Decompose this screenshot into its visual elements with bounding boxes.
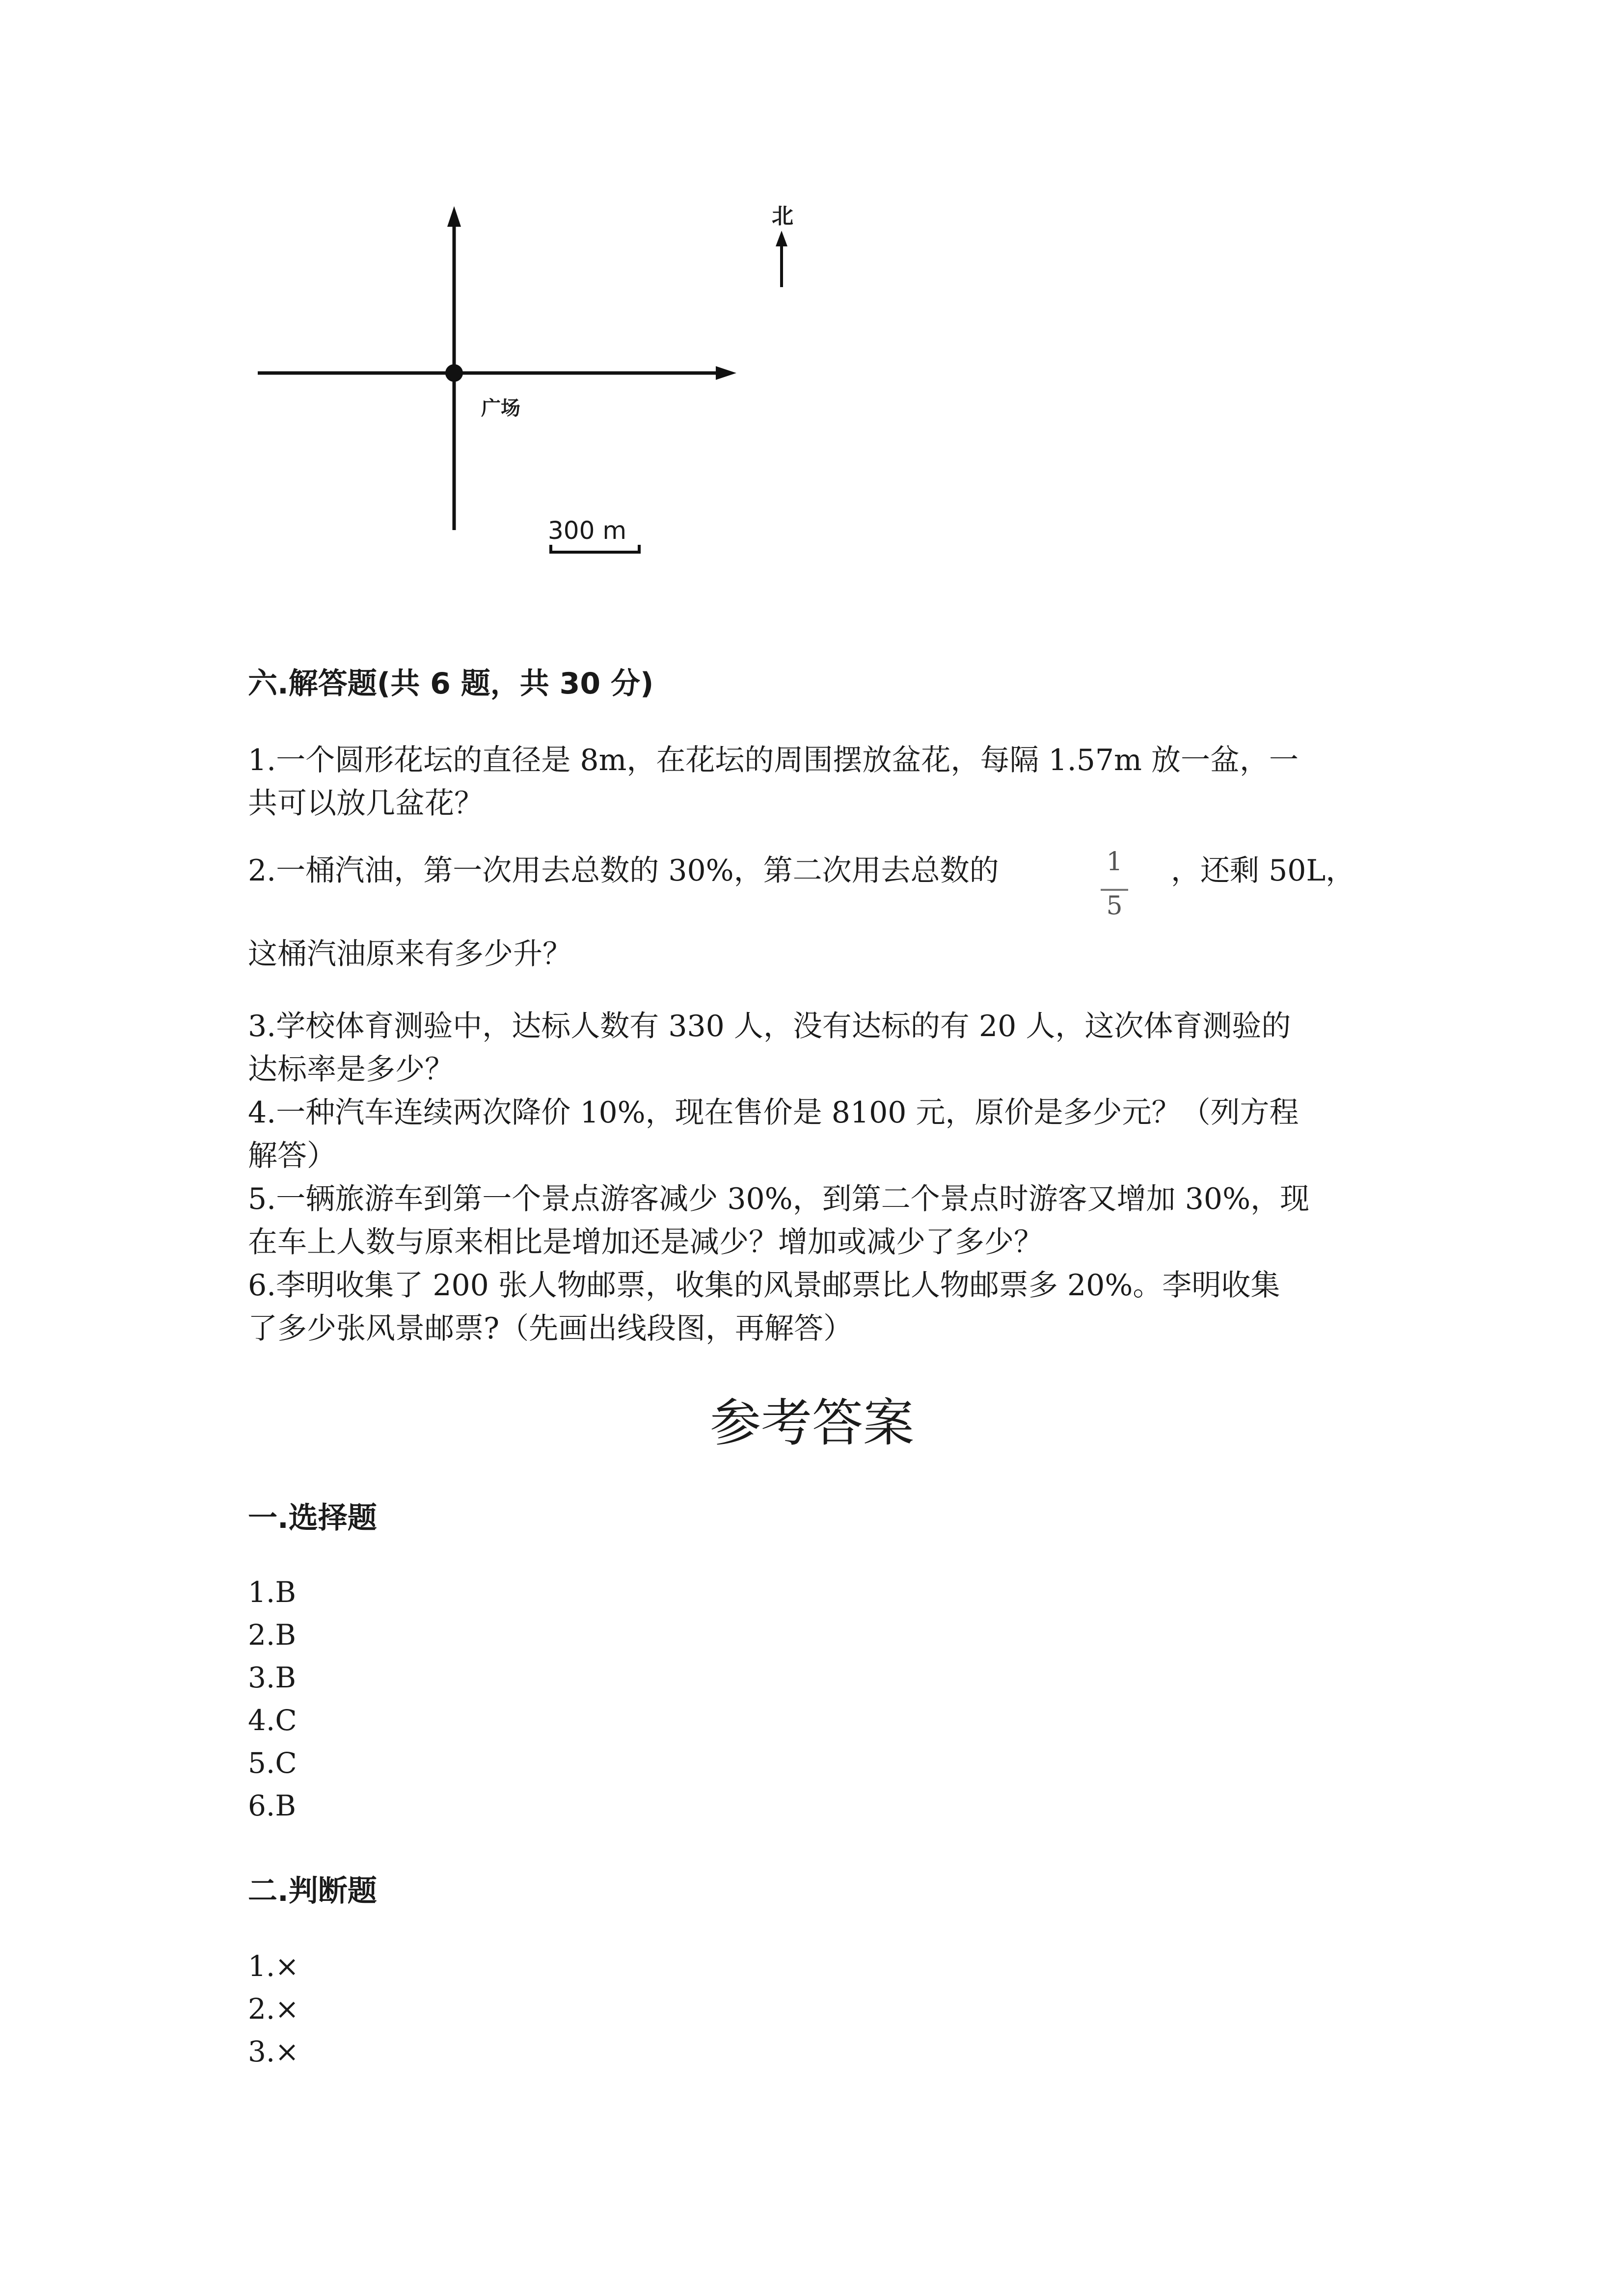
q1-line1: 1.一个圆形花坛的直径是 8m，在花坛的周围摆放盆花，每隔 1.57m 放一盆，一: [248, 743, 1299, 777]
answer-item: 1.×: [248, 1949, 299, 1983]
axis-arrow-right-icon: [716, 366, 736, 380]
answer-item: 3.B: [248, 1661, 296, 1694]
map-diagram: [236, 187, 844, 579]
answers-part1-heading: 一.选择题: [248, 1501, 377, 1535]
q1-line2: 共可以放几盆花？: [248, 786, 484, 821]
answer-item: 5.C: [248, 1746, 297, 1780]
q5-line2: 在车上人数与原来相比是增加还是减少？增加或减少了多少？: [248, 1225, 1043, 1259]
map-svg: [236, 187, 844, 579]
answer-item: 4.C: [248, 1704, 297, 1737]
answers-part2-heading: 二.判断题: [248, 1874, 377, 1908]
q5-line1: 5.一辆旅游车到第一个景点游客减少 30%，到第二个景点时游客又增加 30%，现: [248, 1182, 1310, 1216]
q2-part2: ，还剩 50L，: [1171, 854, 1355, 888]
q2-line2: 这桶汽油原来有多少升？: [248, 937, 572, 971]
q2-part1: 2.一桶汽油，第一次用去总数的 30%，第二次用去总数的: [248, 854, 999, 888]
q2-fraction-bar: [1101, 889, 1128, 891]
q2-fraction-numerator: 1: [1106, 847, 1123, 877]
answer-item: 3.×: [248, 2035, 299, 2068]
q3-line2: 达标率是多少？: [248, 1052, 454, 1087]
answer-item: 2.×: [248, 1992, 299, 2026]
north-label: 北: [772, 204, 793, 229]
q6-line2: 了多少张风景邮票?（先画出线段图，再解答）: [248, 1311, 853, 1346]
axis-arrow-up-icon: [447, 206, 461, 227]
q4-line1: 4.一种汽车连续两次降价 10%，现在售价是 8100 元，原价是多少元？（列方程: [248, 1095, 1299, 1130]
plaza-dot: [445, 364, 463, 382]
answer-item: 1.B: [248, 1575, 296, 1609]
scale-label: 300 m: [548, 516, 627, 545]
q3-line1: 3.学校体育测验中，达标人数有 330 人，没有达标的有 20 人，这次体育测验的: [248, 1009, 1291, 1043]
answers-title: 参考答案: [709, 1393, 914, 1453]
answer-item: 6.B: [248, 1789, 296, 1822]
answer-item: 2.B: [248, 1618, 296, 1652]
scale-bar: [551, 545, 639, 552]
section6-heading: 六.解答题(共 6 题，共 30 分): [248, 667, 654, 701]
q4-line2: 解答）: [248, 1139, 336, 1173]
plaza-label: 广场: [481, 397, 520, 420]
q2-fraction-denominator: 5: [1106, 891, 1123, 921]
q6-line1: 6.李明收集了 200 张人物邮票，收集的风景邮票比人物邮票多 20%。李明收集: [248, 1268, 1280, 1303]
north-arrow-icon: [776, 231, 787, 246]
